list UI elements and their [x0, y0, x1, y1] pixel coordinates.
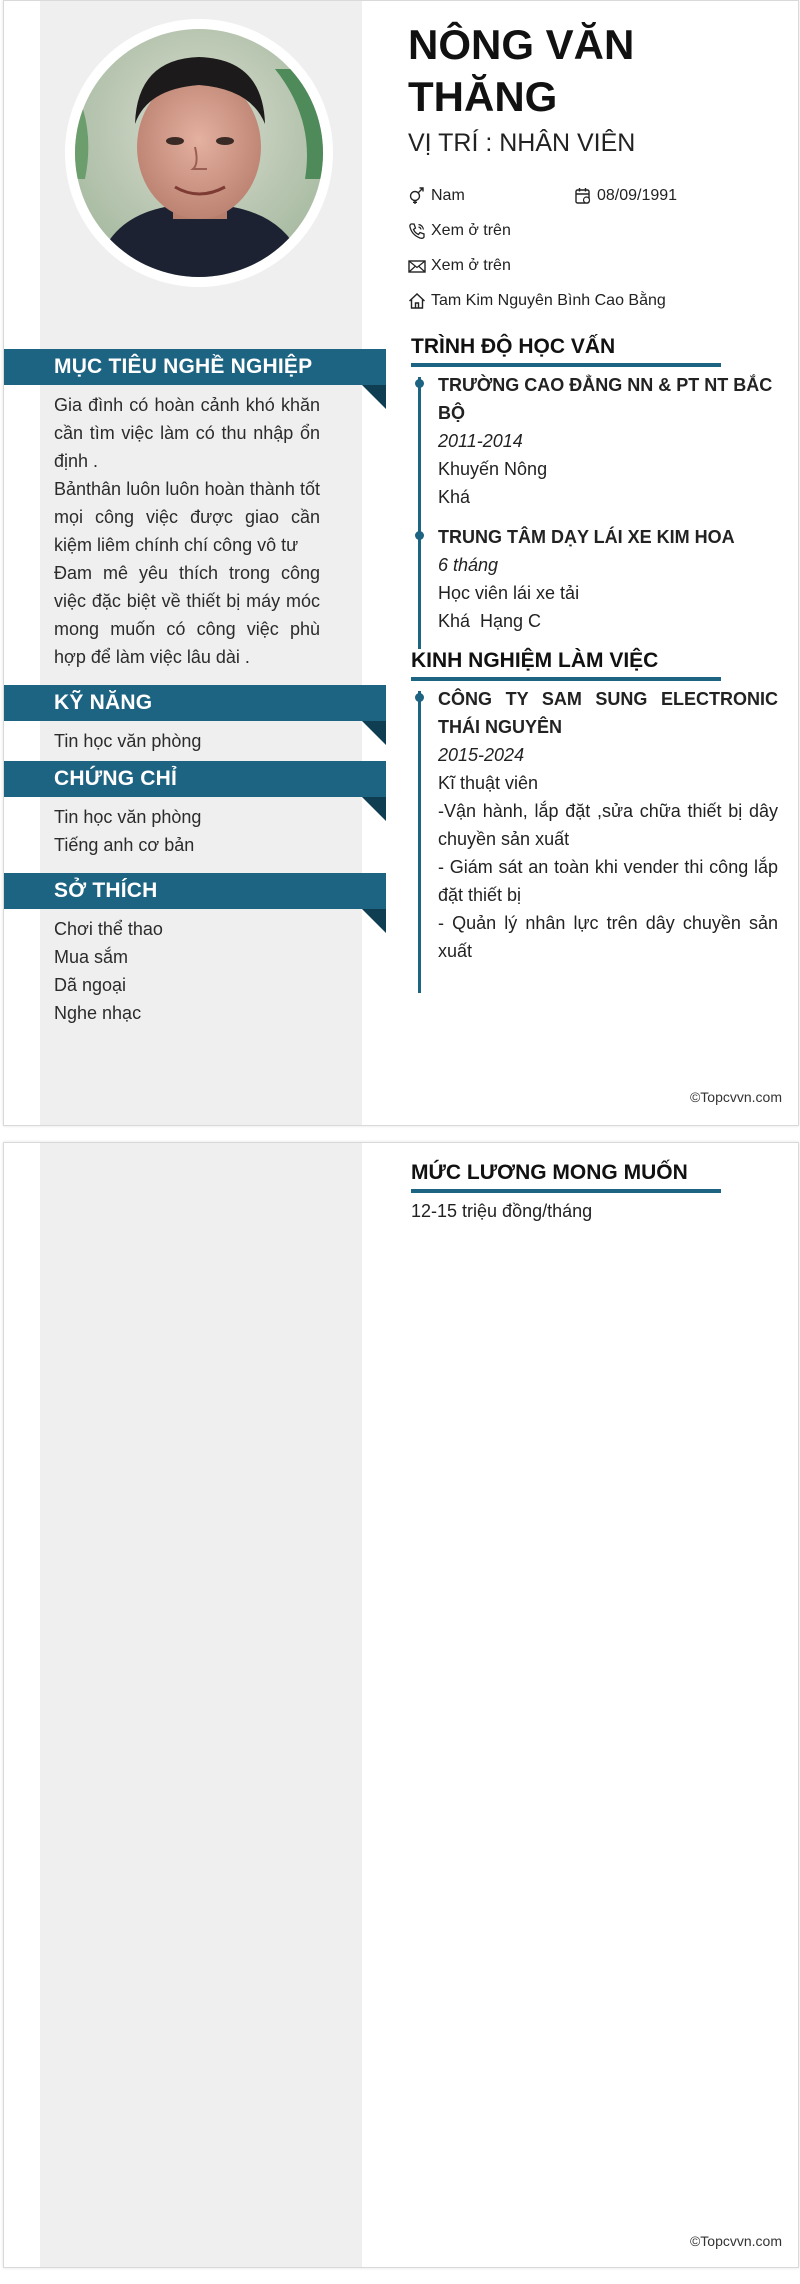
section-title-salary: MỨC LƯƠNG MONG MUỐN	[411, 1161, 721, 1193]
candidate-name: NÔNG VĂN THĂNG	[408, 21, 635, 120]
certificate-item: Tiếng anh cơ bản	[54, 835, 195, 855]
section-title-experience: KINH NGHIỆM LÀM VIỆC	[411, 649, 721, 681]
section-title-objective: MỤC TIÊU NGHỀ NGHIỆP	[4, 349, 386, 385]
footer-credit: ©Topcvvn.com	[689, 1089, 782, 1105]
section-title-skills: KỸ NĂNG	[4, 685, 386, 721]
band-fold-certificates	[362, 797, 386, 821]
candidate-position: VỊ TRÍ : NHÂN VIÊN	[408, 129, 636, 157]
experience-entry	[438, 685, 778, 965]
band-fold-skills	[362, 721, 386, 745]
skill-item: Tin học văn phòng	[54, 731, 202, 751]
home-icon	[408, 292, 426, 310]
envelope-icon	[408, 257, 426, 275]
gender-icon	[408, 187, 426, 205]
contact-gender	[408, 187, 465, 205]
hobby-item: Mua sắm	[54, 947, 129, 967]
avatar-frame	[65, 19, 333, 287]
section-title-hobbies: SỞ THÍCH	[4, 873, 386, 909]
timeline-dot	[415, 531, 424, 540]
contact-email	[408, 257, 511, 275]
experience-role: Kĩ thuật viên	[438, 773, 539, 793]
education-major: Học viên lái xe tải	[438, 583, 580, 603]
education-timeline	[418, 377, 421, 649]
education-school: TRUNG TÂM DẠY LÁI XE KIM HOA	[438, 527, 735, 547]
email-text: Xem ở trên	[431, 257, 511, 274]
experience-description: -Vận hành, lắp đặt ,sửa chữa thiết bị dây chuyền sản xuất - Giám sát an toàn khi vender thi công lắp đặt thiết bị - Quản lý nhân lực trên dây chuyền sản xuất	[438, 801, 778, 961]
gender-text: Nam	[431, 187, 465, 204]
education-period: 6 tháng	[438, 555, 499, 575]
birthday-text: 08/09/1991	[597, 187, 678, 204]
salary-value: 12-15 triệu đồng/tháng	[411, 1201, 593, 1221]
timeline-dot	[415, 693, 424, 702]
certificate-item: Tin học văn phòng	[54, 807, 202, 827]
education-entry	[438, 371, 778, 511]
section-title-education: TRÌNH ĐỘ HỌC VẤN	[411, 335, 721, 367]
cv-page-2	[3, 1142, 799, 2268]
experience-period: 2015-2024	[438, 745, 525, 765]
section-title-certificates: CHỨNG CHỈ	[4, 761, 386, 797]
cv-page-1	[3, 0, 799, 1126]
avatar	[75, 29, 323, 277]
education-period: 2011-2014	[438, 431, 523, 451]
experience-timeline	[418, 691, 421, 993]
hobby-item: Nghe nhạc	[54, 1003, 142, 1023]
contact-birthday	[574, 187, 677, 205]
address-text: Tam Kim Nguyên Bình Cao Bằng	[431, 292, 666, 309]
education-school: TRƯỜNG CAO ĐẲNG NN & PT NT BẮC BỘ	[438, 375, 773, 423]
hobby-item: Chơi thể thao	[54, 919, 163, 939]
hobby-item: Dã ngoại	[54, 975, 127, 995]
calendar-icon	[574, 187, 592, 205]
band-fold-objective	[362, 385, 386, 409]
timeline-dot	[415, 379, 424, 388]
sidebar-background	[40, 1143, 362, 2267]
contact-phone	[408, 222, 511, 240]
experience-company: CÔNG TY SAM SUNG ELECTRONIC THÁI NGUYÊN	[438, 689, 778, 737]
phone-icon	[408, 222, 426, 240]
footer-credit: ©Topcvvn.com	[689, 2233, 782, 2249]
education-major: Khuyến Nông	[438, 459, 548, 479]
education-grade: Khá	[438, 487, 471, 507]
education-entry	[438, 523, 778, 635]
education-grade: Khá Hạng C	[438, 611, 542, 631]
phone-text: Xem ở trên	[431, 222, 511, 239]
band-fold-hobbies	[362, 909, 386, 933]
objective-text: Gia đình có hoàn cảnh khó khăn cần tìm việc làm có thu nhập ổn định . Bảnthân luôn luôn hoàn thành tốt mọi công việc được giao cần kiệm liêm chính chí công vô tư Đam mê yêu thích trong công việc đặc biệt về thiết bị máy móc mong muốn có công việc phù hợp để làm việc lâu dài .	[54, 395, 320, 667]
avatar-photo-icon	[75, 29, 323, 277]
contact-address	[408, 292, 666, 310]
